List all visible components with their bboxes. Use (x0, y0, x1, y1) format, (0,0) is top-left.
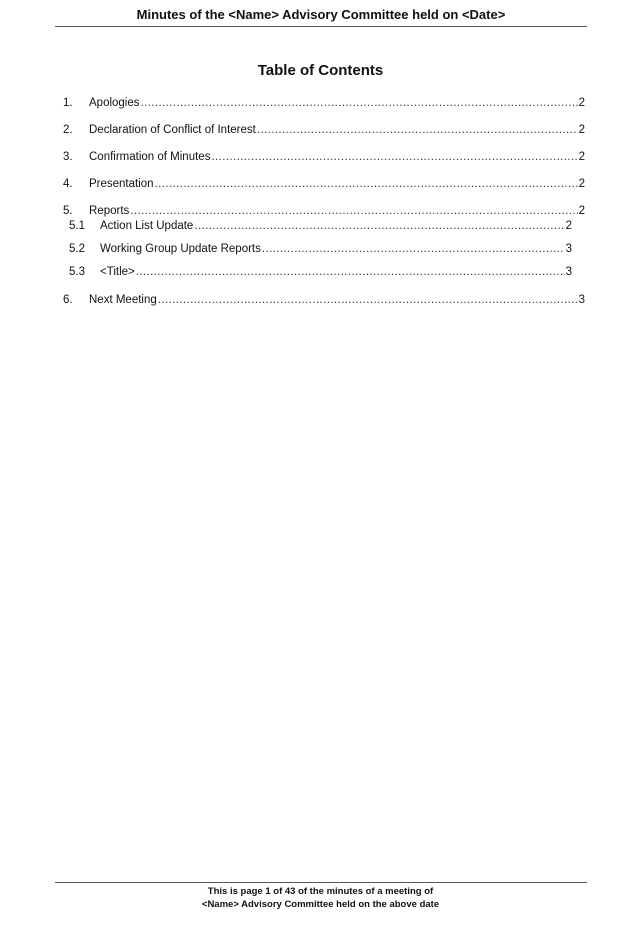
toc-entry-page: 2 (578, 205, 585, 217)
toc-entry-page: 2 (565, 220, 572, 232)
toc-entry-action-list-update[interactable] (69, 219, 572, 233)
toc-entry-presentation[interactable] (63, 177, 585, 191)
toc-entry-label: <Title> (100, 266, 135, 278)
toc-entry-reports[interactable] (63, 204, 585, 218)
toc-entry-label: Reports (89, 205, 130, 217)
toc-dot-leader (211, 150, 577, 164)
toc-dot-leader (155, 177, 578, 191)
toc-dot-leader (262, 242, 565, 256)
toc-entry-number: 3. (63, 151, 73, 163)
toc-entry-number: 6. (63, 294, 73, 306)
header-title: Minutes of the <Name> Advisory Committee held on <Date> (136, 7, 506, 22)
toc-dot-leader (158, 293, 578, 307)
page-footer (0, 885, 641, 911)
toc-entry-conflict-of-interest[interactable] (63, 123, 585, 137)
toc-entry-number: 5.2 (69, 243, 85, 255)
toc-entry-apologies[interactable] (63, 96, 585, 110)
toc-entry-label: Working Group Update Reports (100, 243, 261, 255)
toc-entry-label: Declaration of Conflict of Interest (89, 124, 256, 136)
toc-entry-page: 2 (578, 124, 585, 136)
toc-entry-label: Action List Update (100, 220, 194, 232)
toc-entry-label: Presentation (89, 178, 154, 190)
toc-entry-page: 2 (578, 178, 585, 190)
footer-divider (55, 882, 587, 883)
toc-dot-leader (257, 123, 578, 137)
toc-entry-label: Confirmation of Minutes (89, 151, 211, 163)
footer-line-2: <Name> Advisory Committee held on the above date (201, 899, 440, 910)
toc-entry-number: 5. (63, 205, 73, 217)
footer-line-1: This is page 1 of 43 of the minutes of a meeting of (207, 886, 434, 897)
toc-entry-title-placeholder[interactable] (69, 265, 572, 279)
toc-entry-working-group-update-reports[interactable] (69, 242, 572, 256)
toc-entry-label: Next Meeting (89, 294, 157, 306)
toc-dot-leader (136, 265, 565, 279)
toc-entry-label: Apologies (89, 97, 140, 109)
toc-entry-page: 2 (578, 97, 585, 109)
toc-dot-leader (141, 96, 578, 110)
toc-entry-page: 2 (578, 151, 585, 163)
toc-title: Table of Contents (257, 62, 384, 79)
toc-entry-number: 5.3 (69, 266, 85, 278)
toc-entry-confirmation-of-minutes[interactable] (63, 150, 585, 164)
toc-entry-page: 3 (565, 243, 572, 255)
toc-entry-next-meeting[interactable] (63, 293, 585, 307)
toc-dot-leader (194, 219, 564, 233)
toc-entry-number: 5.1 (69, 220, 85, 232)
toc-entry-page: 3 (578, 294, 585, 306)
toc-entry-page: 3 (565, 266, 572, 278)
toc-dot-leader (130, 204, 577, 218)
toc-entry-number: 2. (63, 124, 73, 136)
toc-entry-number: 4. (63, 178, 73, 190)
toc-entry-number: 1. (63, 97, 73, 109)
page-header (55, 6, 587, 27)
